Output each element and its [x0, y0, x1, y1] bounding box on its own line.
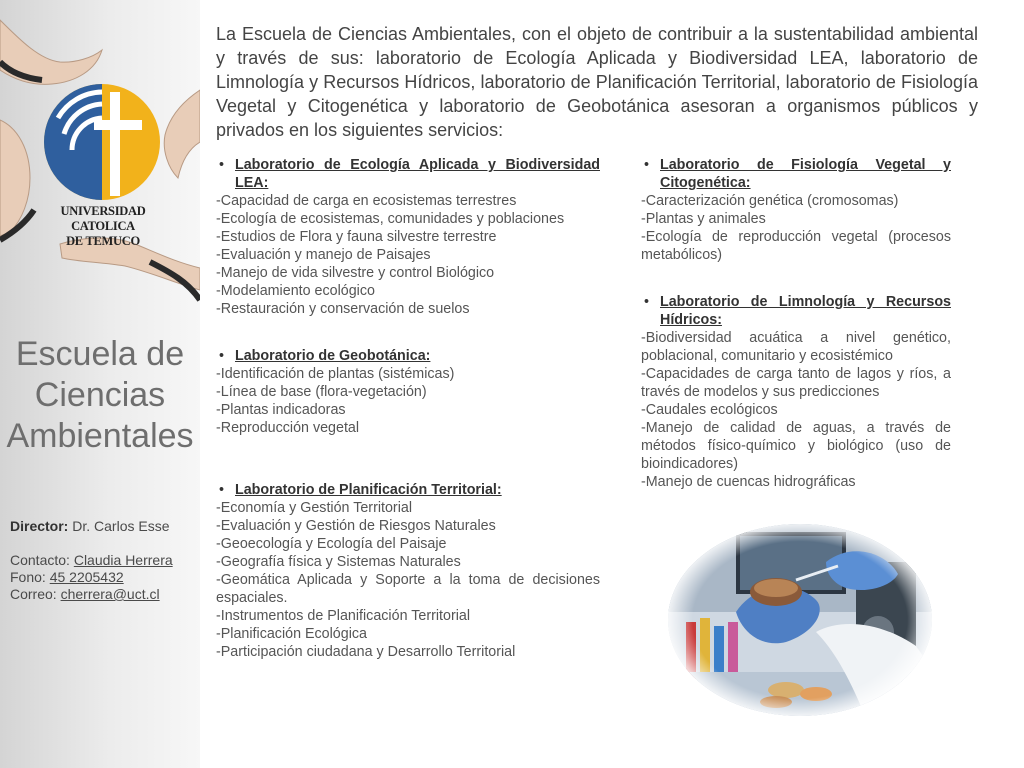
- phone-row: [10, 569, 173, 586]
- contact-label: Contacto:: [10, 552, 70, 568]
- university-name-line2: DE TEMUCO: [66, 234, 140, 248]
- university-name: [38, 204, 168, 249]
- director-row: [10, 518, 173, 535]
- list-item: -Participación ciudadana y Desarrollo Territorial: [216, 644, 516, 660]
- contact-name-link[interactable]: Claudia Herrera: [73, 552, 173, 568]
- director-name: Dr. Carlos Esse: [72, 518, 170, 534]
- list-item: -Manejo de cuencas hidrográficas: [641, 474, 856, 490]
- list-item: -Capacidades de carga tanto de lagos y ríos, a través de modelos y sus predicciones: [641, 366, 951, 400]
- school-title-line2: Ciencias: [34, 376, 166, 414]
- list-item: -Manejo de vida silvestre y control Biológico: [216, 265, 495, 281]
- list-item: -Biodiversidad acuática a nivel genético, poblacional, comunitario y ecosistémico: [641, 330, 951, 364]
- list-item: -Reproducción vegetal: [216, 420, 360, 436]
- director-label: Director:: [10, 518, 69, 534]
- list-item: -Manejo de calidad de aguas, a través de métodos físico-químico y biológico (uso de bioindicadores): [641, 420, 951, 472]
- section-limnologia-title: • Laboratorio de Limnología y Recursos Hídricos:: [641, 293, 951, 329]
- list-item: -Evaluación y manejo de Paisajes: [216, 247, 431, 263]
- phone-label: Fono:: [10, 569, 46, 585]
- list-item: -Evaluación y Gestión de Riesgos Naturales: [216, 518, 496, 534]
- list-item: -Geografía física y Sistemas Naturales: [216, 554, 461, 570]
- hand-top-right: [164, 90, 200, 178]
- email-link[interactable]: cherrera@uct.cl: [60, 586, 160, 602]
- list-item: -Caudales ecológicos: [641, 402, 778, 418]
- list-item: -Geoecología y Ecología del Paisaje: [216, 536, 447, 552]
- section-geobotanica: [216, 347, 600, 437]
- sidebar: [0, 0, 200, 768]
- list-item: -Modelamiento ecológico: [216, 283, 375, 299]
- list-item: -Ecología de ecosistemas, comunidades y poblaciones: [216, 211, 565, 227]
- university-logo: [44, 84, 160, 200]
- section-fisiologia-title: • Laboratorio de Fisiología Vegetal y Citogenética:: [641, 156, 951, 192]
- list-item: -Plantas y animales: [641, 211, 766, 227]
- school-title-line1: Escuela de: [15, 335, 185, 373]
- list-item: -Ecología de reproducción vegetal (procesos metabólicos): [641, 229, 951, 263]
- list-item: -Economía y Gestión Territorial: [216, 500, 412, 516]
- contact-row: [10, 552, 173, 569]
- lab-photo: [666, 522, 934, 718]
- section-lea: [216, 156, 600, 318]
- list-item: -Caracterización genética (cromosomas): [641, 193, 899, 209]
- intro-paragraph: La Escuela de Ciencias Ambientales, con el objeto de contribuir a la sustentabilidad ambiental y través de sus: laboratorio de Ecología Aplicada y Biodiversidad LEA, laboratorio de Limnología y Recursos Hídricos, laboratorio de Planificación Territorial, laboratorio de Fisiología Vegetal y Citogenética y laboratorio de Geobotánica asesoran a organismos públicos y privados en los siguientes servicios:: [216, 24, 978, 140]
- list-item: -Identificación de plantas (sistémicas): [216, 366, 455, 382]
- hand-left: [0, 120, 34, 240]
- section-planificacion: [216, 481, 600, 661]
- list-item: -Instrumentos de Planificación Territorial: [216, 608, 471, 624]
- school-title-line3: Ambientales: [6, 417, 194, 455]
- hands-logo-frame: [0, 0, 200, 320]
- list-item: -Planificación Ecológica: [216, 626, 367, 642]
- university-name-line1: UNIVERSIDAD CATOLICA: [60, 204, 146, 233]
- list-item: -Restauración y conservación de suelos: [216, 301, 470, 317]
- list-item: -Plantas indicadoras: [216, 402, 346, 418]
- email-label: Correo:: [10, 586, 57, 602]
- section-limnologia: [641, 293, 951, 491]
- list-item: -Capacidad de carga en ecosistemas terrestres: [216, 193, 517, 209]
- section-planificacion-title: • Laboratorio de Planificación Territorial:: [216, 481, 600, 499]
- section-lea-title: • Laboratorio de Ecología Aplicada y Biodiversidad LEA:: [216, 156, 600, 192]
- list-item: -Geomática Aplicada y Soporte a la toma de decisiones espaciales.: [216, 572, 600, 606]
- list-item: -Línea de base (flora-vegetación): [216, 384, 427, 400]
- list-item: -Estudios de Flora y fauna silvestre terrestre: [216, 229, 497, 245]
- phone-link[interactable]: 45 2205432: [49, 569, 124, 585]
- school-title: [0, 334, 200, 457]
- contact-block: [10, 518, 173, 603]
- email-row: [10, 586, 173, 603]
- hand-top-left: [0, 20, 102, 84]
- section-geobotanica-title: • Laboratorio de Geobotánica:: [216, 347, 600, 365]
- section-fisiologia: [641, 156, 951, 264]
